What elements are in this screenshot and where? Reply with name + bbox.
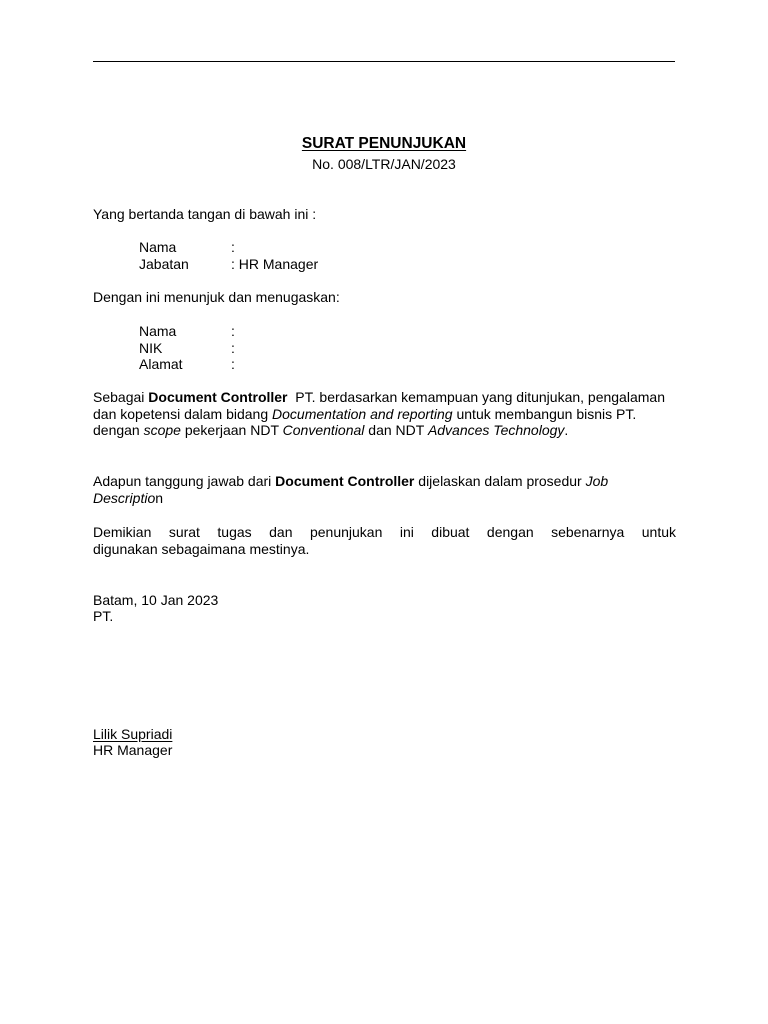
paragraph-role-description: [93, 389, 676, 439]
p1-conventional-term: Conventional: [282, 422, 365, 438]
p1-text-2: PT. berdasarkan kemampuan yang ditunjukan, pengalaman dan kopetensi dalam bidang: [93, 389, 669, 422]
p2-procedure-name: Job Descriptio: [93, 473, 609, 506]
signer-name: Lilik Supriadi: [93, 726, 173, 742]
letter-title: SURAT PENUNJUKAN: [301, 135, 467, 152]
appointee-name-label: Nama: [139, 323, 177, 339]
p1-text-3: untuk membangun bisnis PT. dengan: [93, 405, 637, 438]
closing-statement-line-1: Demikian surat tugas dan penunjukan ini dibuat dengan sebenarnya untuk: [93, 524, 676, 540]
p1-role-name: Document Controller: [148, 389, 288, 405]
p1-text-4: pekerjaan NDT: [180, 422, 283, 438]
signer-name-separator: :: [231, 239, 235, 255]
signer-position-value: : HR Manager: [231, 256, 319, 272]
p1-field-name: Documentation and reporting: [272, 405, 453, 422]
company-name: PT.: [93, 608, 114, 624]
signer-title: HR Manager: [93, 742, 173, 758]
header-rule: [93, 61, 675, 62]
p1-text-5: dan NDT: [364, 422, 428, 438]
p2-role-name: Document Controller: [275, 473, 415, 489]
appointee-nik-label: NIK: [139, 340, 163, 356]
p2-text-2: dijelaskan dalam prosedur: [414, 473, 586, 489]
p1-text-6: .: [564, 422, 569, 438]
assignment-intro: Dengan ini menunjuk dan menugaskan:: [93, 289, 340, 305]
appointee-address-label: Alamat: [139, 356, 183, 372]
p2-text-1: Adapun tanggung jawab dari: [93, 473, 276, 489]
closing-statement-line-2: digunakan sebagaimana mestinya.: [93, 541, 310, 557]
appointee-address-separator: :: [231, 356, 235, 372]
signer-name-label: Nama: [139, 239, 177, 255]
appointee-nik-separator: :: [231, 340, 235, 356]
letter-number: No. 008/LTR/JAN/2023: [312, 156, 456, 172]
p2-text-3: n: [155, 489, 164, 506]
p1-text-1: Sebagai: [93, 389, 149, 405]
p1-scope-term: scope: [143, 422, 181, 438]
appointee-name-separator: :: [231, 323, 235, 339]
signer-position-label: Jabatan: [139, 256, 189, 272]
paragraph-responsibility: [93, 473, 676, 506]
intro-line: Yang bertanda tangan di bawah ini :: [93, 206, 317, 222]
place-and-date: Batam, 10 Jan 2023: [93, 592, 219, 608]
p1-advanced-tech-term: Advances Technology: [427, 422, 565, 438]
